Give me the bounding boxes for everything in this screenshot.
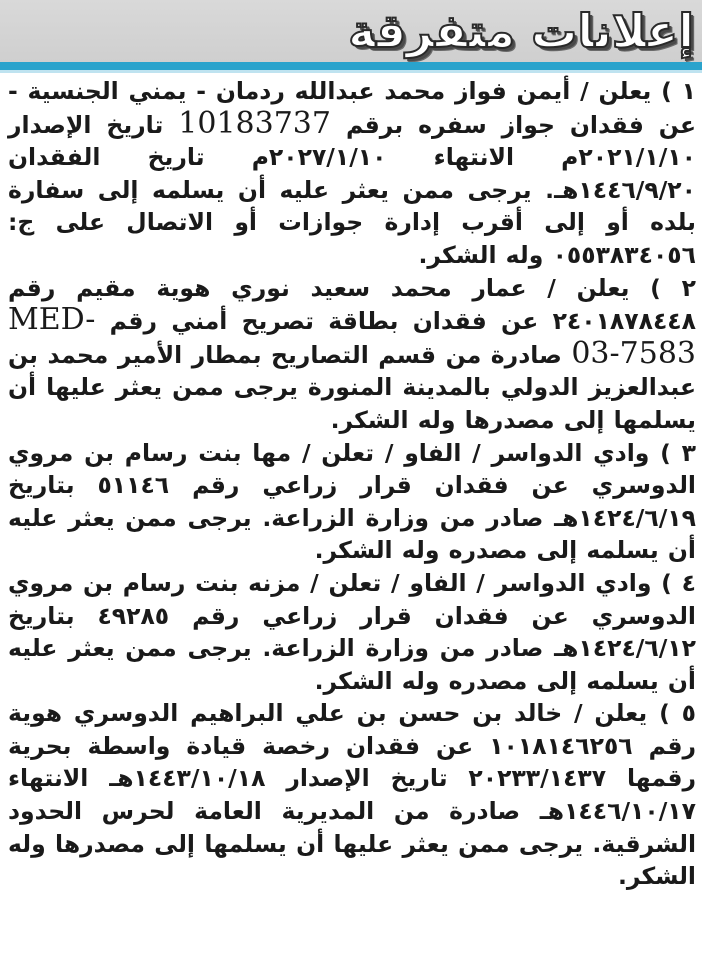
section-title: إعلانات متفرقة — [348, 4, 694, 58]
notice-1-text-before: ١ ) يعلن / أيمن فواز محمد عبدالله ردمان - يمني الجنسية - عن فقدان جواز سفره برقم — [8, 77, 696, 139]
notice-1-text-after: تاريخ الإصدار ٢٠٢١/١/١٠م الانتهاء ٢٠٢٧/١/١٠م تاريخ الفقدان ١٤٤٦/٩/٢٠هـ. يرجى ممن يعثر عليه أن يسلمه إلى سفارة بلده أو إلى أقرب إدارة جوازات أو الاتصال على ج: ٠٥٥٣٨٣٤٠٥٦ وله الشكر. — [8, 110, 696, 269]
notice-5: ٥ ) يعلن / خالد بن حسن بن علي البراهيم الدوسري هوية رقم ١٠١٨١٤٦٢٥٦ عن فقدان رخصة قيادة واسطة بحرية رقمها ٢٠٢٣٣/١٤٣٧ تاريخ الإصدار ١٤٤٣/١٠/١٨هـ الانتهاء ١٤٤٦/١٠/١٧هـ صادرة من المديرية العامة لحرس الحدود الشرقية. يرجى ممن يعثر عليها أن يسلمها إلى مصدرها وله الشكر. — [8, 699, 696, 891]
notice-1 — [8, 75, 696, 272]
section-header — [0, 0, 702, 62]
notice-3: ٣ ) وادي الدواسر / الفاو / تعلن / مها بنت رسام بن مروي الدوسري عن فقدان قرار زراعي رقم ٥١١٤٦ بتاريخ ١٤٢٤/٦/١٩هـ صادر من وزارة الزراعة. يرجى ممن يعثر عليه أن يسلمه إلى مصدره وله الشكر. — [8, 438, 696, 565]
notices-list — [0, 73, 702, 893]
security-permit-number: MED-03-7583 — [8, 302, 696, 371]
notice-2-text-before: ٢ ) يعلن / عمار محمد سعيد نوري هوية مقيم رقم ٢٤٠١٨٧٨٤٤٨ عن فقدان بطاقة تصريح أمني رقم — [8, 273, 696, 336]
header-divider-stripe — [0, 62, 702, 73]
notice-2 — [8, 272, 696, 437]
passport-number: 10183737 — [178, 105, 331, 141]
notice-4: ٤ ) وادي الدواسر / الفاو / تعلن / مزنه بنت رسام بن مروي الدوسري عن فقدان قرار زراعي رقم ٤٩٢٨٥ بتاريخ ١٤٢٤/٦/١٢هـ صادر من وزارة الزراعة. يرجى ممن يعثر عليه أن يسلمه إلى مصدره وله الشكر. — [8, 568, 696, 695]
notice-2-text-after: صادرة من قسم التصاريح بمطار الأمير محمد بن عبدالعزيز الدولي بالمدينة المنورة يرجى ممن يعثر عليها أن يسلمها إلى مصدرها وله الشكر. — [8, 340, 696, 434]
